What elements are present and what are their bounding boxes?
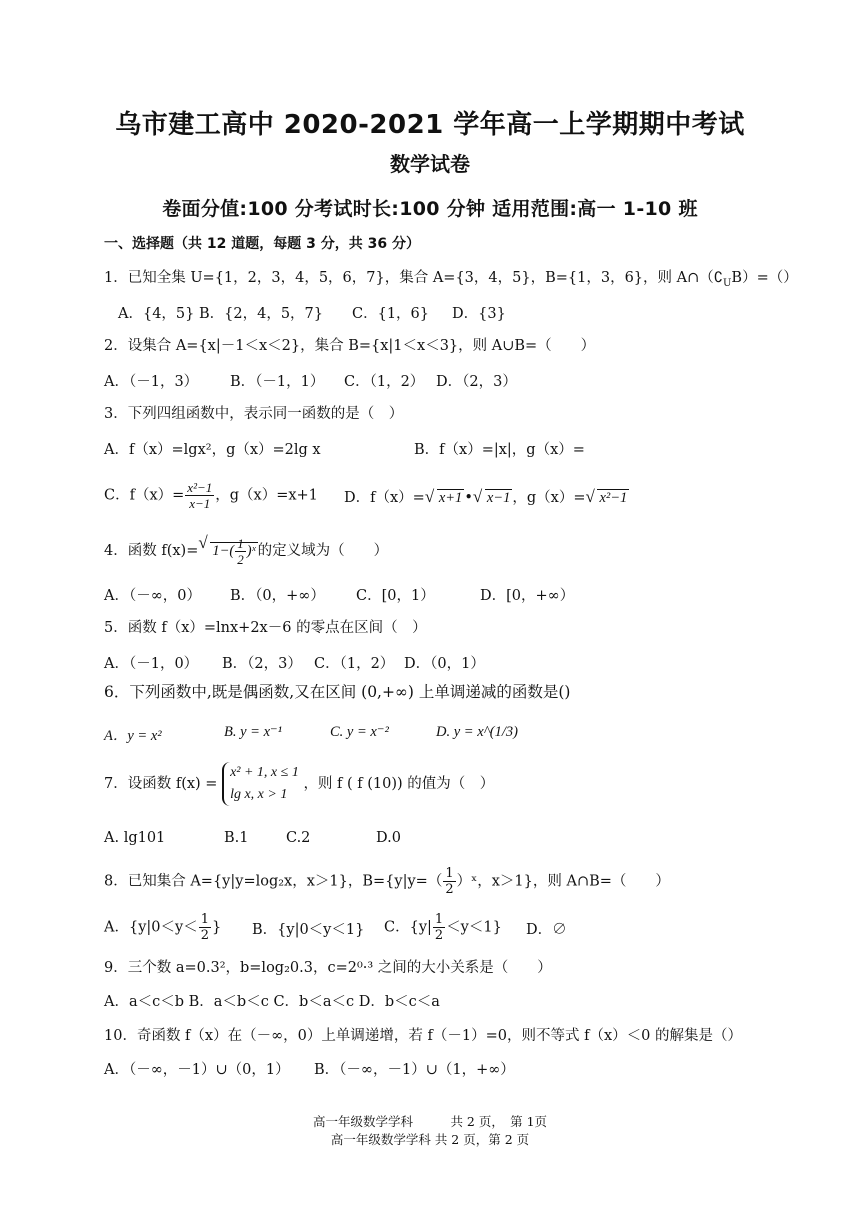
question-1-stem: 1．已知全集 U={1，2，3，4，5，6，7}，集合 A={3，4，5}，B={1，3，6}，则 $A\cap(∁_UB)=()$ <box>104 270 798 289</box>
question-8-option-a: A．{y|0＜y＜ $\frac{1}{2}$ } <box>104 912 222 943</box>
question-5-option-a: A．（－1，0） <box>104 656 199 672</box>
question-6-option-d: D. y = x^(1/3) <box>436 724 518 740</box>
fraction: $\frac{\text{x²−1}}{x-1}$ <box>187 480 213 511</box>
exam-info: 卷面分值:100 分考试时长:100 分钟 适用范围:高一 1-10 班 <box>162 198 698 220</box>
question-5-option-d: D．（0，1） <box>404 656 485 672</box>
question-7-option-b: B.1 <box>224 830 249 846</box>
question-7-option-c: C.2 <box>286 830 311 846</box>
question-5-option-c: C．（1，2） <box>314 656 395 672</box>
sqrt: √ 1−( $\frac{1}{2}$ )ˣ <box>198 536 257 567</box>
question-10-option-b: B．（－∞，－1）∪（1，+∞） <box>314 1062 515 1078</box>
question-5-stem: 5．函数 f（x）=lnx+2x－6 的零点在区间（ ） <box>104 620 427 636</box>
question-1-option-d: D．{3} <box>452 306 506 322</box>
fraction: $\frac{1}{2}$ <box>434 912 444 943</box>
sqrt: √ x+1 <box>425 490 464 507</box>
fraction: $\frac{1}{2}$ <box>237 536 244 567</box>
question-4-stem: 4．函数 f(x)=√ 1−( $\frac{1}{2}$ )ˣ 的定义域为（ ） <box>104 536 388 567</box>
question-3-option-a: A．f（x）=lgx²，g（x）=2lg x <box>104 442 321 458</box>
question-8-stem: 8．已知集合 A={y|y=log₂x，x＞1}，B={y|y=（ $\frac{1}{2}$ ）ˣ，x＞1}，则 A∩B=（ ） <box>104 866 670 897</box>
question-7-stem: 7．设函数 f(x) = x² + 1, x ≤ 1 lg x, x > 1 ，则 f ( f (10)) 的值为（ ） <box>104 762 494 806</box>
section-heading: 一、选择题（共 12 道题，每题 3 分，共 36 分） <box>104 236 420 252</box>
question-4-option-c: C．[0，1） <box>356 588 435 604</box>
question-2-stem: 2．设集合 A={x|－1＜x＜2}，集合 B={x|1＜x＜3}，则 A∪B=（ ） <box>104 338 596 354</box>
question-6-option-c: C. y = x⁻² <box>330 724 389 740</box>
question-10-stem: 10．奇函数 f（x）在（－∞，0）上单调递增，若 f（－1）=0，则不等式 f（x）＜0 的解集是（） <box>104 1028 742 1044</box>
question-3-stem: 3．下列四组函数中，表示同一函数的是（ ） <box>104 406 404 422</box>
sqrt: √ x−1 <box>473 490 512 507</box>
exam-title: 乌市建工高中 2020-2021 学年高一上学期期中考试 <box>115 110 745 140</box>
question-2-option-c: C．（1，2） <box>344 374 425 390</box>
question-7-option-d: D.0 <box>376 830 401 846</box>
fraction: $\frac{1}{2}$ <box>200 912 209 943</box>
question-8-option-b: B．{y|0＜y＜1} <box>252 922 365 938</box>
question-5-option-b: B．（2，3） <box>222 656 302 672</box>
sqrt: √ x²−1 <box>585 490 629 507</box>
question-7-option-a: A. lg101 <box>104 830 166 846</box>
question-8-option-c: C．{y| $\frac{1}{2}$ ＜y＜1} <box>384 912 502 943</box>
question-1-option-c: C．{1，6} <box>352 306 429 322</box>
question-10-option-a: A．（－∞，－1）∪（0，1） <box>104 1062 290 1078</box>
question-4-option-b: B．（0，+∞） <box>230 588 325 604</box>
question-8-option-d: D．∅ <box>526 922 567 938</box>
question-3-option-b: B．f（x）=|x|，g（x）= <box>414 442 585 458</box>
exam-subtitle: 数学试卷 <box>390 152 470 176</box>
question-6-stem: 6．下列函数中,既是偶函数,又在区间 (0,+∞) 上单调递减的函数是() <box>104 683 571 701</box>
page-footer-1: 高一年级数学学科 共 2 页， 第 1页 <box>312 1114 548 1129</box>
question-4-option-a: A．（－∞，0） <box>104 588 202 604</box>
question-9-stem: 9．三个数 a=0.3²，b=log₂0.3，c=2⁰·³ 之间的大小关系是（ ） <box>104 960 552 976</box>
question-2-option-a: A．（－1，3） <box>104 374 199 390</box>
question-4-option-d: D．[0，+∞） <box>480 588 575 604</box>
question-2-option-d: D．（2，3） <box>436 374 517 390</box>
question-6-option-b: B. y = x⁻¹ <box>224 724 283 740</box>
question-1-option-a: A．{4，5} B．{2，4，5，7} <box>118 306 323 322</box>
question-9-options: A．a＜c＜b B．a＜b＜c C．b＜a＜c D．b＜c＜a <box>104 994 440 1010</box>
question-3-option-d: D．f（x）=√ x+1 •√ x−1 ，g（x）=√ x²−1 <box>344 486 629 507</box>
question-6-option-a: A．y = x² <box>104 728 162 744</box>
fraction: $\frac{1}{2}$ <box>445 866 454 897</box>
page-footer-2: 高一年级数学学科 共 2 页，第 2 页 <box>330 1132 530 1147</box>
question-3-option-c: C．f（x）= $\frac{\text{x²−1}}{x-1}$ ，g（x）=x+1 <box>104 480 318 511</box>
question-2-option-b: B．（－1，1） <box>230 374 325 390</box>
piecewise-brace: x² + 1, x ≤ 1 lg x, x > 1 <box>222 762 299 806</box>
